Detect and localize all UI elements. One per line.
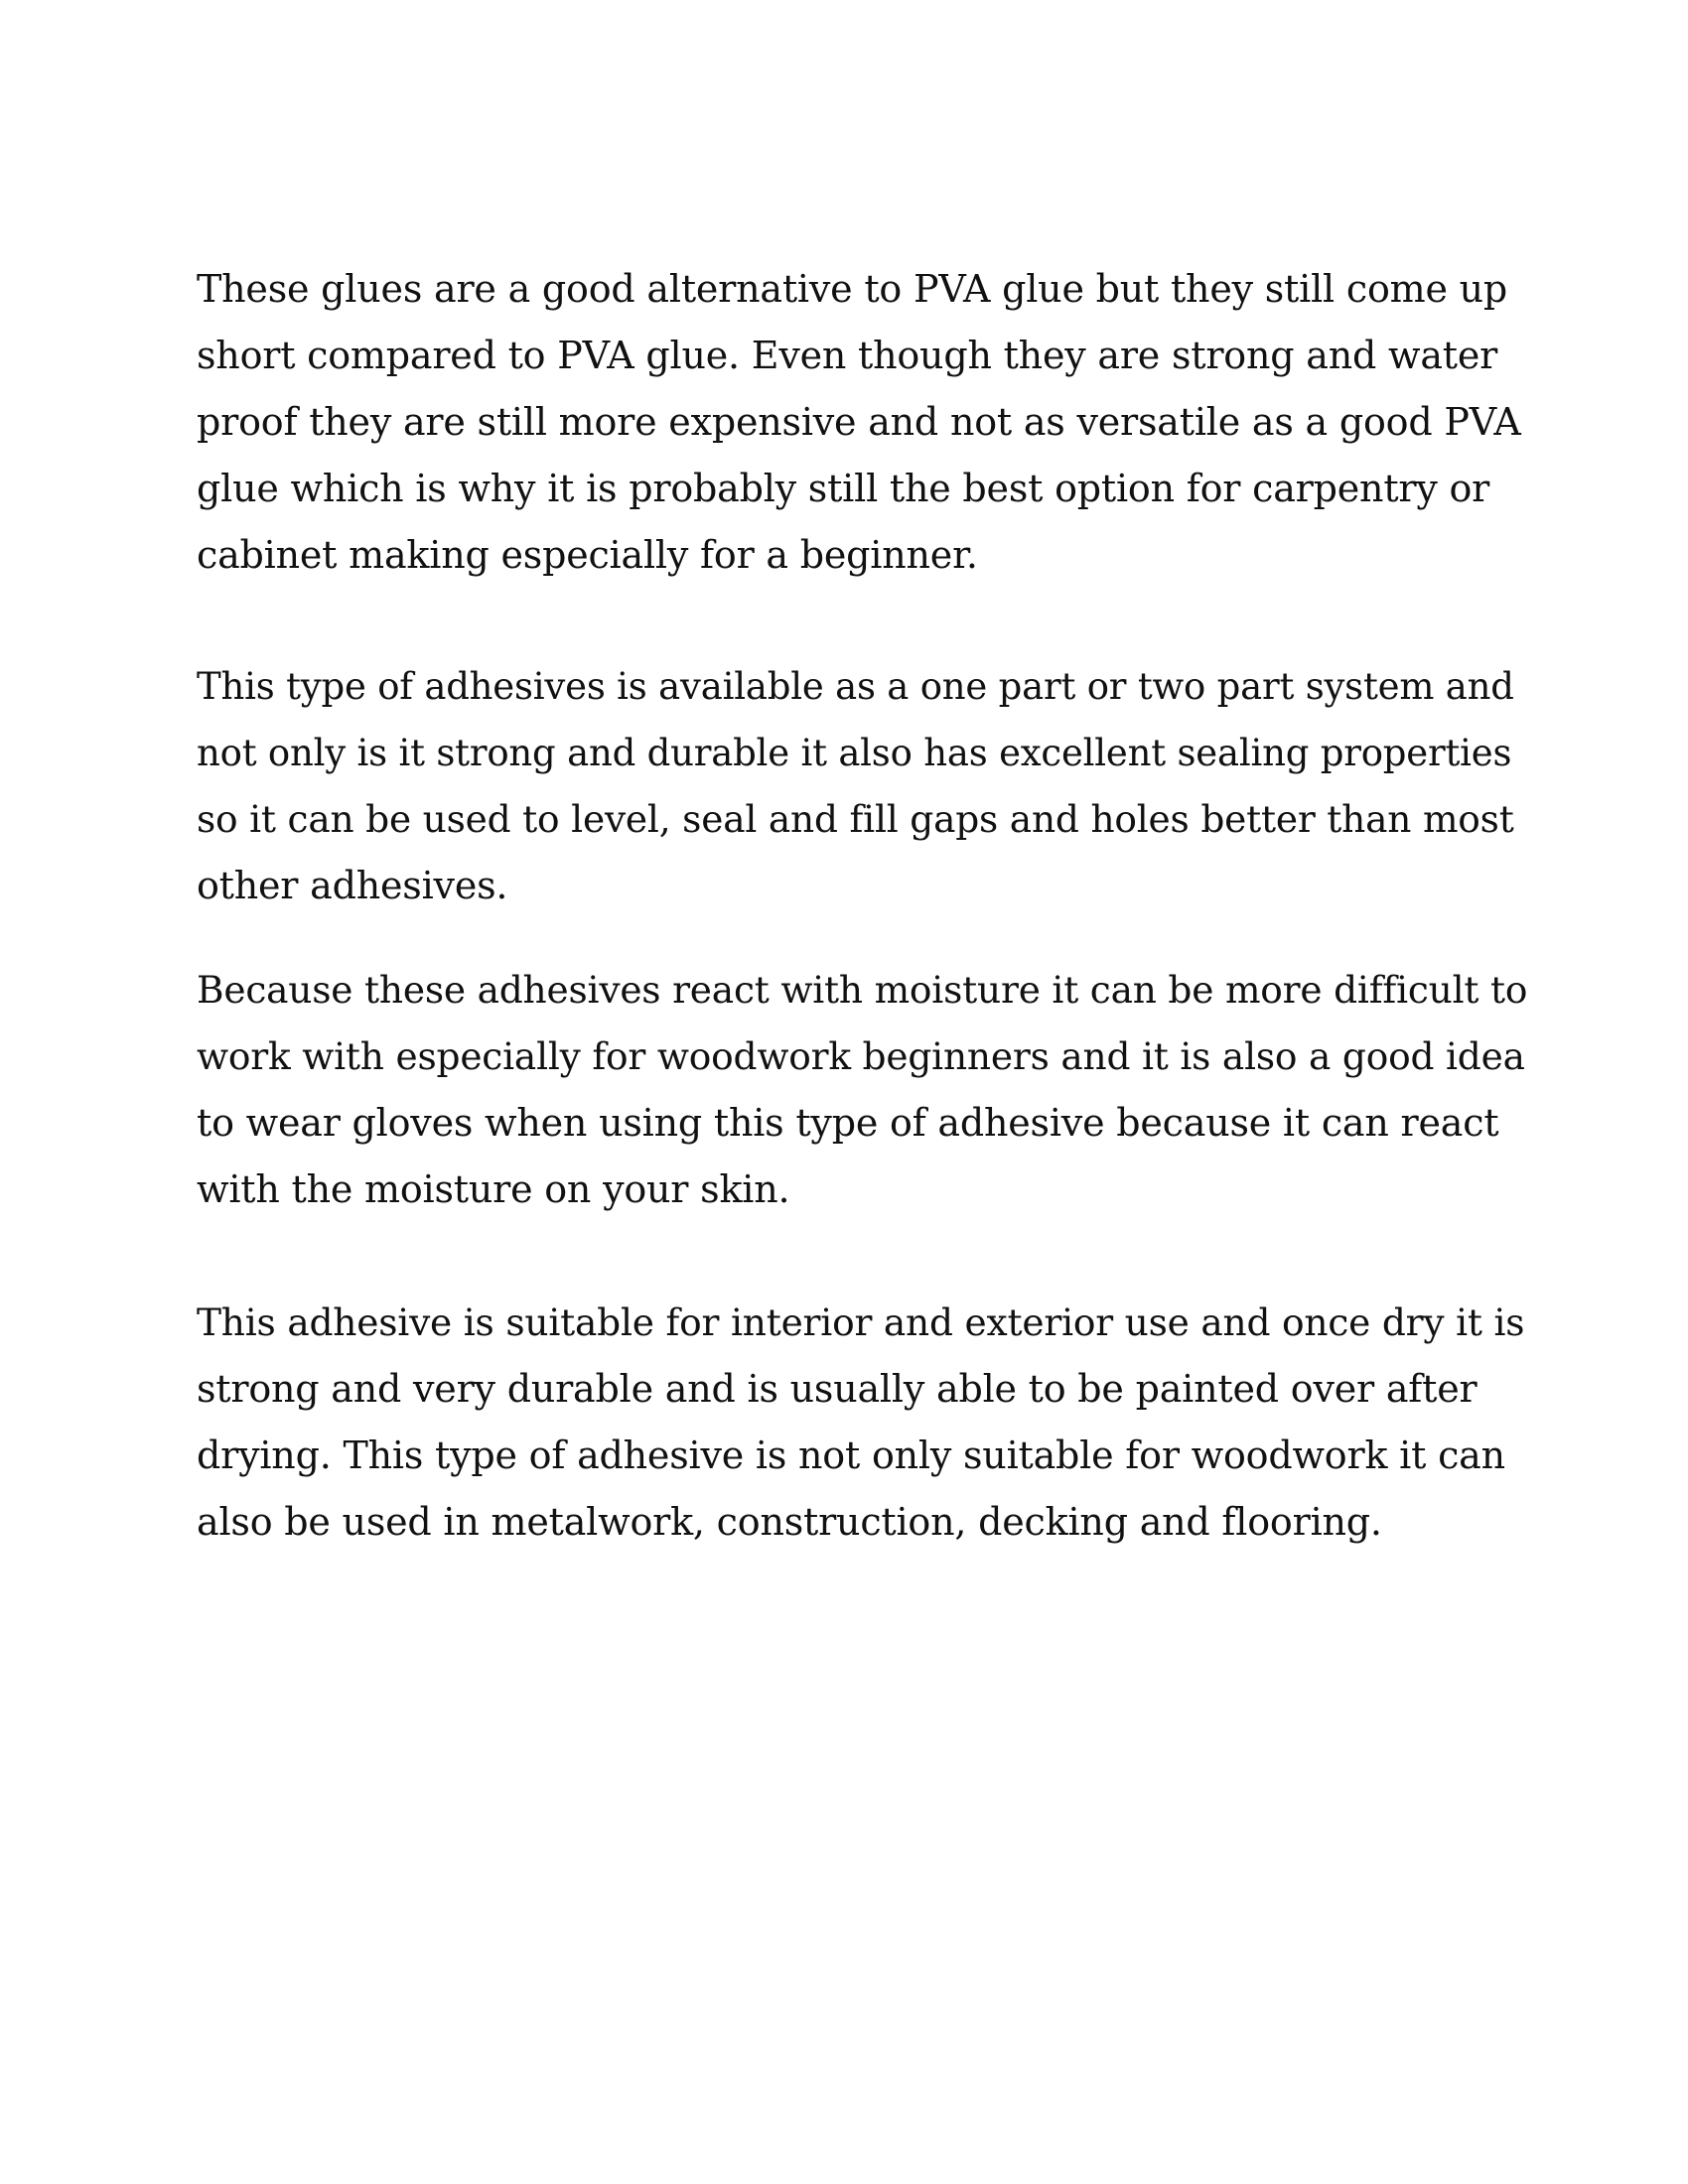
text-line: glue which is why it is probably still the best option for carpentry or	[197, 467, 1490, 510]
text-line: short compared to PVA glue. Even though they are strong and water	[197, 334, 1498, 377]
text-line: other adhesives.	[197, 864, 508, 907]
paragraph-adhesive-system	[197, 653, 1527, 919]
text-line: so it can be used to level, seal and fill gaps and holes better than most	[197, 797, 1514, 841]
text-line: work with especially for woodwork beginners and it is also a good idea	[197, 1034, 1525, 1078]
paragraph-pva-alternatives	[197, 256, 1527, 589]
text-line: not only is it strong and durable it also has excellent sealing properties	[197, 732, 1512, 774]
text-line: This adhesive is suitable for interior and exterior use and once dry it is	[197, 1300, 1525, 1344]
text-line: also be used in metalwork, construction, decking and flooring.	[197, 1500, 1382, 1544]
text-line: to wear gloves when using this type of adhesive because it can react	[197, 1101, 1499, 1145]
text-line: cabinet making especially for a beginner.	[197, 533, 978, 577]
text-line: drying. This type of adhesive is not only suitable for woodwork it can	[197, 1433, 1505, 1477]
paragraph-suitable-uses	[197, 1290, 1527, 1556]
text-line: strong and very durable and is usually able to be painted over after	[197, 1367, 1477, 1411]
text-line: This type of adhesives is available as a one part or two part system and	[197, 665, 1514, 708]
text-line: Because these adhesives react with moisture it can be more difficult to	[197, 968, 1528, 1012]
text-line: proof they are still more expensive and not as versatile as a good PVA	[197, 400, 1521, 444]
text-line: These glues are a good alternative to PVA glue but they still come up	[197, 267, 1508, 311]
text-line: with the moisture on your skin.	[197, 1167, 790, 1211]
paragraph-moisture-reaction	[197, 957, 1527, 1223]
